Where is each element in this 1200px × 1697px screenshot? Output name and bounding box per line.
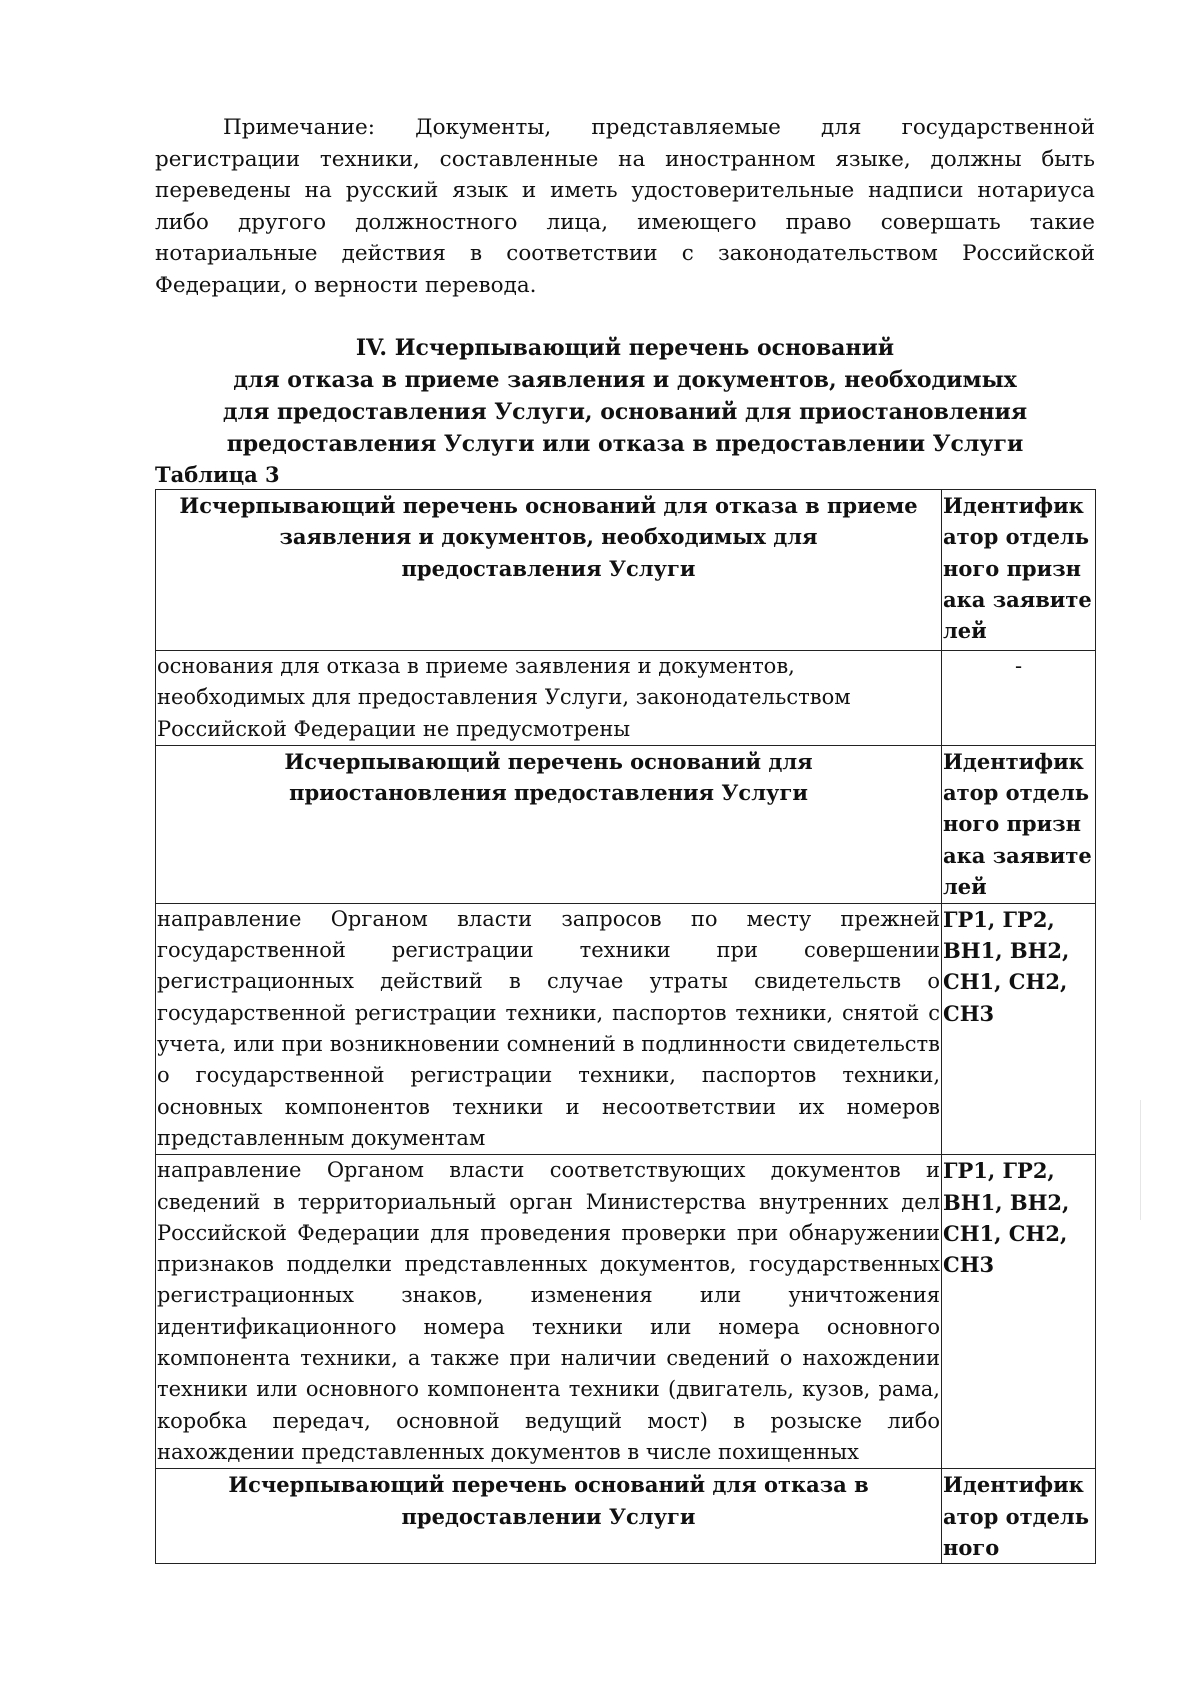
row-identifier: - [942, 651, 1096, 746]
table-row [156, 1155, 1096, 1469]
document-page [155, 112, 1095, 1564]
grounds-table [155, 489, 1096, 1564]
section-heading-line: для отказа в приеме заявления и документов, необходимых [233, 367, 1017, 393]
table-row [156, 651, 1096, 746]
row-text: основания для отказа в приеме заявления и документов, необходимых для предоставления Услуги, законодательством Российской Федерации не предусмотрены [156, 651, 942, 746]
section-heading-line: IV. Исчерпывающий перечень оснований [355, 335, 895, 361]
table-caption: Таблица 3 [155, 462, 280, 487]
header-identifier: Идентификатор отдельного признака заявителей [942, 745, 1096, 903]
row-identifier: ГР1, ГР2, ВН1, ВН2, СН1, СН2, СН3 [942, 903, 1096, 1154]
section-heading-line: предоставления Услуги или отказа в предоставлении Услуги [226, 431, 1024, 457]
header-identifier: Идентификатор отдельного признака заявителей [942, 490, 1096, 651]
scan-artifact-line [1140, 1100, 1141, 1220]
table-header-row [156, 745, 1096, 903]
note-paragraph: Примечание: Документы, представляемые для государственной регистрации техники, составленные на иностранном языке, должны быть переведены на русский язык и иметь удостоверительные надписи нотариуса либо другого должностного лица, имеющего право совершать такие нотариальные действия в соответствии с законодательством Российской Федерации, о верности перевода. [155, 115, 1095, 298]
header-identifier: Идентификатор отдельного [942, 1469, 1096, 1564]
header-refusal-service: Исчерпывающий перечень оснований для отказа в предоставлении Услуги [156, 1469, 942, 1564]
section-heading-line: для предоставления Услуги, оснований для приостановления [222, 399, 1028, 425]
header-refusal-acceptance: Исчерпывающий перечень оснований для отказа в приеме заявления и документов, необходимых для предоставления Услуги [156, 490, 942, 651]
table-header-row [156, 490, 1096, 651]
table-row [156, 903, 1096, 1154]
header-suspension: Исчерпывающий перечень оснований для приостановления предоставления Услуги [156, 745, 942, 903]
section-heading [155, 332, 1095, 460]
row-text: направление Органом власти запросов по месту прежней государственной регистрации техники при совершении регистрационных действий в случае утраты свидетельств о государственной регистрации техники, паспортов техники, снятой с учета, или при возникновении сомнений в подлинности свидетельств о государственной регистрации техники, паспортов техники, основных компонентов техники и несоответствии их номеров представленным документам [156, 903, 942, 1154]
row-text: направление Органом власти соответствующих документов и сведений в территориальный орган Министерства внутренних дел Российской Федерации для проведения проверки при обнаружении признаков подделки представленных документов, государственных регистрационных знаков, изменения или уничтожения идентификационного номера техники или номера основного компонента техники, а также при наличии сведений о нахождении техники или основного компонента техники (двигатель, кузов, рама, коробка передач, основной ведущий мост) в розыске либо нахождении представленных документов в числе похищенных [156, 1155, 942, 1469]
row-identifier: ГР1, ГР2, ВН1, ВН2, СН1, СН2, СН3 [942, 1155, 1096, 1469]
table-header-row [156, 1469, 1096, 1564]
